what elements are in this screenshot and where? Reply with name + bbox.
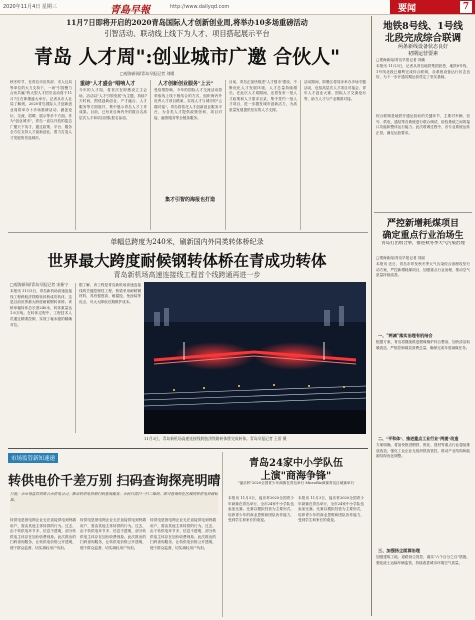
bridge-deck: 青岛新机场高速连接线工程首个线跨通再进一步 <box>113 271 261 279</box>
bridge-column-2: 据了解，该工程是青岛新机场高速连接线的关键控制性工程，桥梁采用耐候钢材料，具有强度高、耐腐蚀、免涂装等优点，可大大降低后期维护成本。 <box>79 283 141 304</box>
bridge-kicker: 单幅总跨度为240米，刷新国内外同类转体桥纪录 <box>110 238 264 246</box>
column-divider <box>75 80 76 230</box>
lead-column-3: 受疫情影响，今年的国际人才交流活动将采取线上线下相结合的方式，组织海内外优秀人才项目路演，实现人才与城市的"云端对接"。青岛将依托人才创新创业服务平台，为各类人才提供政策咨询、项目对接、融资服务等全链条服务。 <box>154 88 222 120</box>
section-rule <box>8 232 368 233</box>
bottom-mid-col-2: 本报讯 11月3日，福乐杯2020全国青少年商赛在青岛举行，全市24家中小学队伍参加比赛。比赛以模拟经营为主要形式，培养青少年的商业思维和团队协作能力，受到学生和家长的欢迎。 <box>298 496 364 523</box>
newspaper-logo: 青島早報 <box>110 5 150 16</box>
lead-headline[interactable]: 青岛 人才周":创业城市广邀 合伙人" <box>33 46 341 68</box>
bridge-headline[interactable]: 世界最大跨度耐候钢转体桥在青成功转体 <box>47 251 327 270</box>
right-deck-1: 两条新线设备状态良好 <box>397 44 448 50</box>
bottom-left-headline[interactable]: 转供电价千差万别 扫码查询探亮明晴 <box>8 474 221 489</box>
right-headline-1[interactable]: 地铁8号线、1号线 <box>383 21 463 32</box>
lead-column-4: 目前，青岛正加快推进"人才强市"建设，不断优化人才发展环境，人才总量持续增长。在此次人才周期间，还将发布一批人才政策和人才需求目录，集中签约一批人才项目，进一步激发城市创新活力，为高质量发展提供坚实的人才支撑。 <box>229 80 297 112</box>
right-headline-3b[interactable]: 确定重点行业治场生 <box>382 231 464 241</box>
right-paragraph-2: 综合联调是地铁开通运营前的关键环节，主要对车辆、信号、供电、通信等各系统进行联合调试，检验系统之间的接口功能和整体运行能力。此次联调过程中，各专业系统运转正常，满足运营要求。 <box>376 114 470 135</box>
right-column-divider <box>371 16 372 616</box>
right-headline-3a[interactable]: 严控新增耗煤项目 <box>386 219 459 229</box>
column-divider <box>150 80 151 230</box>
bottom-left-col-3: 转供电是指电网企业无法直接供电到终端用户，需由其他主体转供的行为。过去，由于转供电环节多、信息不透明，部分转供电主体存在加价收费现象。此次推出的扫码查询服务，让转供电价格公开透明，便于群众监督，切实减轻用户负担。 <box>150 518 216 550</box>
right-subhead-2: 二、"平和体"、推进重点工业行业"两提"改造 <box>378 436 459 441</box>
right-deck-3: 青岛打出组合拳，推进秋冬季大气污染治理 <box>381 241 465 246</box>
bridge-column-1: 本报讯 11月3日，青岛新机场高速连接线工程跨胶济铁路转体桥成功转体，这是目前世界最大跨度耐候钢转体桥。该桥单幅转体总长度240米，转体重量达1.8万吨。在转体过程中，工程技术人员通过精准控制，实现了毫米级的精确对位。 <box>10 289 72 327</box>
right-byline-2: □观海新闻/青岛早报记者 刘丽 <box>376 256 425 260</box>
section-rule <box>8 448 368 449</box>
bottom-mid-headline-2[interactable]: 上演"商海争锋" <box>260 471 332 482</box>
column-divider <box>75 283 76 433</box>
lead-subhead-3: 集才引智的海报也打造 <box>165 197 216 203</box>
section-rule <box>374 212 472 213</box>
issue-date: 2020年11月4日 星期三 <box>3 4 57 10</box>
right-paragraph-6: 加强建筑工地、道路扬尘管控，落实"六个百分之百"措施，强化渣土运输车辆监管，持续改善城市环境空气质量。 <box>376 555 470 565</box>
page-number: 7 <box>460 1 472 13</box>
site-url[interactable]: http://www.dailyqd.com <box>170 4 230 10</box>
right-subhead-1: 一、"两减"落实治理有机结合 <box>378 333 433 338</box>
bottom-left-col-1: 转供电是指电网企业无法直接供电到终端用户，需由其他主体转供的行为。过去，由于转供电环节多、信息不透明，部分转供电主体存在加价收费现象。此次推出的扫码查询服务，让转供电价格公开透明，便于群众监督，切实减轻用户负担。 <box>10 518 76 550</box>
lead-column-2: 今年的人才周，将首次在即墨设立主会场，活动以"人才引领发展"为主题，持续7天时间，围绕创新创业、产才融合、人才服务等方面展开，集中展示青岛人才工作成果。目前，已有来自海内外的数百名高层次人才和项目团队报名参加。 <box>79 88 147 120</box>
bottom-left-col-2: 转供电是指电网企业无法直接供电到终端用户，需由其他主体转供的行为。过去，由于转供电环节多、信息不透明，部分转供电主体存在加价收费现象。此次推出的扫码查询服务，让转供电价格公开透明，便于群众监督，切实减轻用户负担。 <box>80 518 146 550</box>
right-paragraph-3: 本报讯 近日，青岛市印发秋冬季大气污染综合治理攻坚行动方案，严控新增耗煤项目，加强重点行业治理，推动空气质量持续改善。 <box>376 262 470 278</box>
right-paragraph-1: 本报讯 11月3日，记者从青岛地铁集团获悉，地铁8号线、1号线北段已顺利完成综合联调，各系统设备运行状态良好，为下一步开通初期运营奠定了坚实基础。 <box>376 64 470 80</box>
column-tag: 市场监管新知速递 <box>8 453 58 463</box>
lead-subhead-2: 人才创新创业服务"上云" <box>158 81 214 87</box>
section-band <box>390 0 475 14</box>
lead-kicker: 11月7日即将开启的2020青岛国际人才创新创业周,将举办10多场重磅活动 <box>66 18 308 27</box>
right-paragraph-4: 根据方案，青岛将继续推进燃煤锅炉综合整治，加快清洁取暖改造，严格控制煤炭消费总量，确保完成年度减煤任务。 <box>376 340 470 350</box>
bridge-night-illustration <box>144 282 366 434</box>
section-title: 要闻 <box>398 4 417 14</box>
right-byline: □观海新闻/青岛早报记者 刘鹏 <box>376 58 425 62</box>
right-paragraph-5: 方案明确，将加快推进钢铁、焦化、建材等重点行业超低排放改造，强化工业企业无组织排放管控，推动产业结构和能源结构优化调整。 <box>376 443 470 459</box>
bottom-mid-col-1: 本报讯 11月3日，福乐杯2020全国青少年商赛在青岛举行，全市24家中小学队伍参加比赛。比赛以模拟经营为主要形式，培养青少年的商业思维和团队协作能力，受到学生和家长的欢迎。 <box>228 496 294 523</box>
right-subhead-3: 三、加强扬尘面源治理 <box>378 548 420 553</box>
lead-byline: □观海新闻/青岛早报记者 刘暖 <box>120 71 175 76</box>
lead-column-1: 秋冬时节，在青岛市宣传部、市人社局等单位的大力支持下，一场"引智聚力 合伙共赢"的大型人才招引活动将于11月7日在即墨盛大举行。记者从市人社局了解到，2020青岛国际人才创新创业周将举办十多场重磅活动，涵盖论坛、交流、招聘、展示等多个方面。作为"创业城市"，青岛一直以开放的姿态广邀天下英才，通过政策、平台、服务全方位支持人才创新创业，着力打造人才发展的首选城市。 <box>10 80 72 140</box>
bridge-photo <box>144 282 366 434</box>
column-divider <box>300 80 301 230</box>
column-divider <box>225 80 226 230</box>
lead-subhead-1: 重磅"人才盛会"唱响人才 <box>80 81 136 87</box>
bottom-left-lead: 日前，市市场监管局联合市供电公司，推出转供电价格扫码查询服务，市民只需扫一扫二维码，即可查询所在区域的转供电价格标准。 <box>10 492 218 514</box>
bottom-mid-deck: "福乐杯"2020全国青少年商赛在青岛举行 MicroBiz商赛青岛区域赛举行 <box>237 481 355 485</box>
column-divider <box>222 452 223 617</box>
lead-kicker-2: 引智活动、联动线上线下为人才、项目搭起展示平台 <box>104 29 270 38</box>
lead-column-5: 活动期间，即墨区将同步举办多场专题活动，包括高层次人才项目对接会、青年人才创业大赛、国际人才交流论坛等，助力人才与产业精准对接。 <box>304 80 366 101</box>
bridge-byline: □观海新闻/青岛早报记者 宋新宁 <box>10 282 69 287</box>
photo-caption: 11月3日，青岛新机场高速连接线跨胶济铁路转体桥完成转体。青岛早报记者 王雷 摄 <box>144 436 287 441</box>
right-headline-2[interactable]: 北段完成综合联调 <box>384 33 461 44</box>
bottom-mid-headline-1[interactable]: 青岛24家中小学队伍 <box>249 458 343 469</box>
right-deck-2: 初期运营要素 <box>407 51 438 57</box>
